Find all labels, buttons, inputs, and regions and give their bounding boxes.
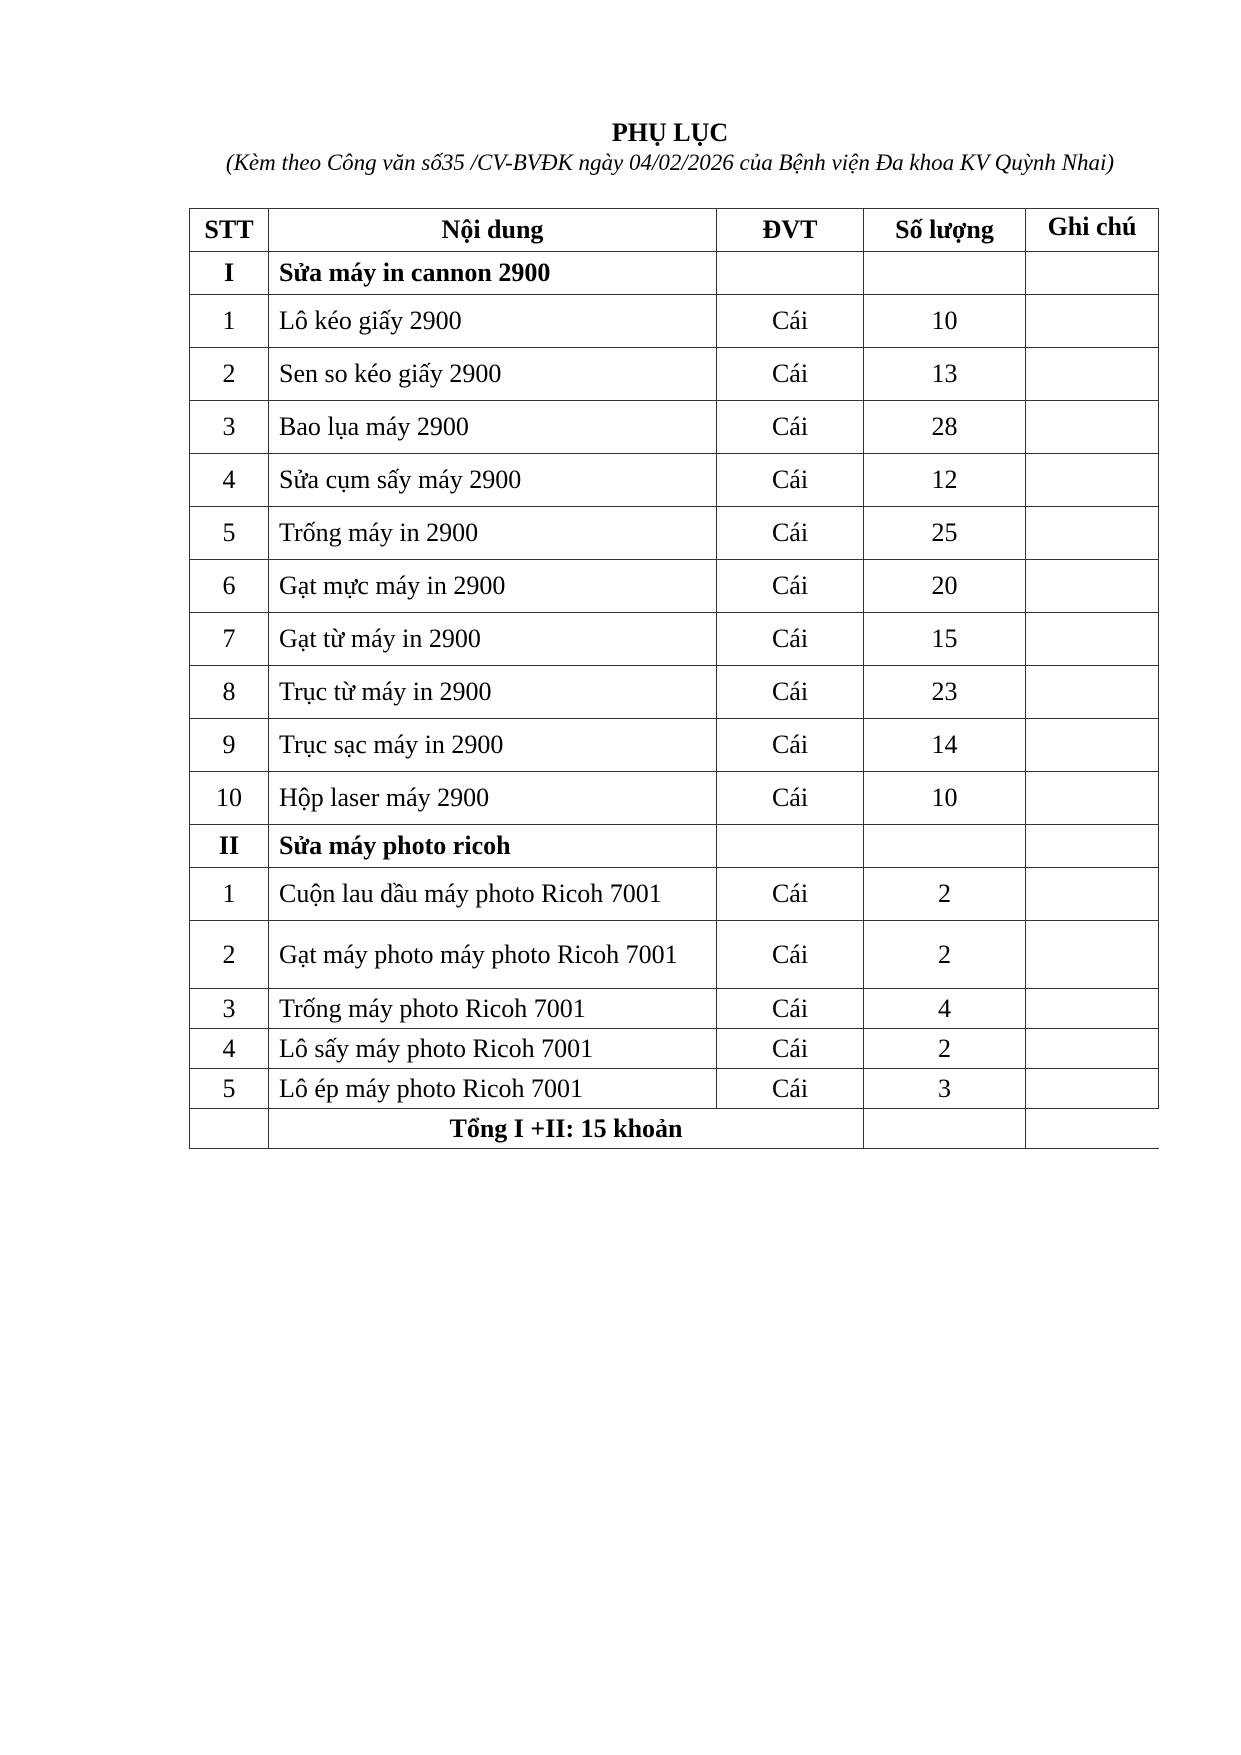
section-num: II: [190, 825, 269, 868]
section-title: Sửa máy in cannon 2900: [269, 252, 717, 295]
row-content: Lô ép máy photo Ricoh 7001: [269, 1069, 717, 1109]
row-qty: 2: [864, 921, 1026, 989]
row-note: [1026, 560, 1159, 613]
row-note: [1026, 613, 1159, 666]
row-stt: 2: [190, 348, 269, 401]
row-unit: Cái: [717, 868, 864, 921]
row-unit: Cái: [717, 1069, 864, 1109]
total-empty-cell: [864, 1109, 1026, 1149]
row-stt: 1: [190, 295, 269, 348]
row-note: [1026, 868, 1159, 921]
row-qty: 13: [864, 348, 1026, 401]
row-qty: 3: [864, 1069, 1026, 1109]
row-content: Bao lụa máy 2900: [269, 401, 717, 454]
row-content: Trống máy in 2900: [269, 507, 717, 560]
row-note: [1026, 666, 1159, 719]
table-row: [190, 613, 1159, 666]
table-row: [190, 719, 1159, 772]
row-content: Sửa cụm sấy máy 2900: [269, 454, 717, 507]
header-qty: Số lượng: [864, 209, 1026, 252]
row-content: Lô kéo giấy 2900: [269, 295, 717, 348]
empty-cell: [864, 252, 1026, 295]
row-stt: 6: [190, 560, 269, 613]
row-content: Gạt máy photo máy photo Ricoh 7001: [269, 921, 717, 989]
row-content: Trống máy photo Ricoh 7001: [269, 989, 717, 1029]
row-note: [1026, 507, 1159, 560]
row-qty: 23: [864, 666, 1026, 719]
row-unit: Cái: [717, 1029, 864, 1069]
row-content: Lô sấy máy photo Ricoh 7001: [269, 1029, 717, 1069]
row-qty: 15: [864, 613, 1026, 666]
section-row: [190, 252, 1159, 295]
section-row: [190, 825, 1159, 868]
row-qty: 28: [864, 401, 1026, 454]
page-subtitle: (Kèm theo Công văn số35 /CV-BVĐK ngày 04/02/2026 của Bệnh viện Đa khoa KV Quỳnh Nhai): [225, 150, 1115, 175]
row-note: [1026, 989, 1159, 1029]
table-row: [190, 921, 1159, 989]
row-stt: 9: [190, 719, 269, 772]
row-unit: Cái: [717, 921, 864, 989]
row-note: [1026, 921, 1159, 989]
row-note: [1026, 719, 1159, 772]
row-content: Cuộn lau dầu máy photo Ricoh 7001: [269, 868, 717, 921]
table-row: [190, 401, 1159, 454]
row-qty: 10: [864, 295, 1026, 348]
appendix-table: [189, 208, 1159, 1149]
row-unit: Cái: [717, 507, 864, 560]
table-row: [190, 348, 1159, 401]
row-unit: Cái: [717, 613, 864, 666]
row-content: Sen so kéo giấy 2900: [269, 348, 717, 401]
row-unit: Cái: [717, 295, 864, 348]
row-stt: 10: [190, 772, 269, 825]
row-stt: 7: [190, 613, 269, 666]
row-qty: 2: [864, 868, 1026, 921]
page-title: PHỤ LỤC: [611, 118, 729, 147]
row-unit: Cái: [717, 348, 864, 401]
header-note: Ghi chú: [1026, 209, 1159, 252]
row-qty: 14: [864, 719, 1026, 772]
row-unit: Cái: [717, 772, 864, 825]
row-unit: Cái: [717, 719, 864, 772]
row-unit: Cái: [717, 989, 864, 1029]
row-unit: Cái: [717, 560, 864, 613]
empty-cell: [1026, 252, 1159, 295]
row-note: [1026, 348, 1159, 401]
empty-cell: [864, 825, 1026, 868]
row-stt: 5: [190, 1069, 269, 1109]
total-empty-cell: [190, 1109, 269, 1149]
row-note: [1026, 295, 1159, 348]
row-stt: 4: [190, 1029, 269, 1069]
table-row: [190, 1029, 1159, 1069]
table-row: [190, 868, 1159, 921]
total-empty-cell: [1026, 1109, 1159, 1149]
row-qty: 25: [864, 507, 1026, 560]
table-row: [190, 989, 1159, 1029]
row-content: Trục sạc máy in 2900: [269, 719, 717, 772]
table-row: [190, 1069, 1159, 1109]
row-stt: 2: [190, 921, 269, 989]
row-note: [1026, 454, 1159, 507]
row-stt: 3: [190, 401, 269, 454]
table-row: [190, 507, 1159, 560]
table-row: [190, 295, 1159, 348]
table-header-row: [190, 209, 1159, 252]
empty-cell: [717, 825, 864, 868]
row-stt: 3: [190, 989, 269, 1029]
table-row: [190, 666, 1159, 719]
header-unit: ĐVT: [717, 209, 864, 252]
row-unit: Cái: [717, 666, 864, 719]
row-qty: 4: [864, 989, 1026, 1029]
row-content: Gạt từ máy in 2900: [269, 613, 717, 666]
table-row: [190, 560, 1159, 613]
row-stt: 4: [190, 454, 269, 507]
row-unit: Cái: [717, 401, 864, 454]
section-num: I: [190, 252, 269, 295]
row-qty: 2: [864, 1029, 1026, 1069]
header-content: Nội dung: [269, 209, 717, 252]
row-stt: 8: [190, 666, 269, 719]
row-qty: 10: [864, 772, 1026, 825]
row-note: [1026, 401, 1159, 454]
row-note: [1026, 772, 1159, 825]
empty-cell: [717, 252, 864, 295]
row-qty: 20: [864, 560, 1026, 613]
table-row: [190, 772, 1159, 825]
row-content: Gạt mực máy in 2900: [269, 560, 717, 613]
empty-cell: [1026, 825, 1159, 868]
row-stt: 5: [190, 507, 269, 560]
total-label: Tổng I +II: 15 khoản: [269, 1109, 864, 1149]
section-title: Sửa máy photo ricoh: [269, 825, 717, 868]
row-content: Trục từ máy in 2900: [269, 666, 717, 719]
header-stt: STT: [190, 209, 269, 252]
row-note: [1026, 1029, 1159, 1069]
row-stt: 1: [190, 868, 269, 921]
row-unit: Cái: [717, 454, 864, 507]
table-row: [190, 454, 1159, 507]
row-note: [1026, 1069, 1159, 1109]
row-qty: 12: [864, 454, 1026, 507]
row-content: Hộp laser máy 2900: [269, 772, 717, 825]
total-row: [190, 1109, 1159, 1149]
